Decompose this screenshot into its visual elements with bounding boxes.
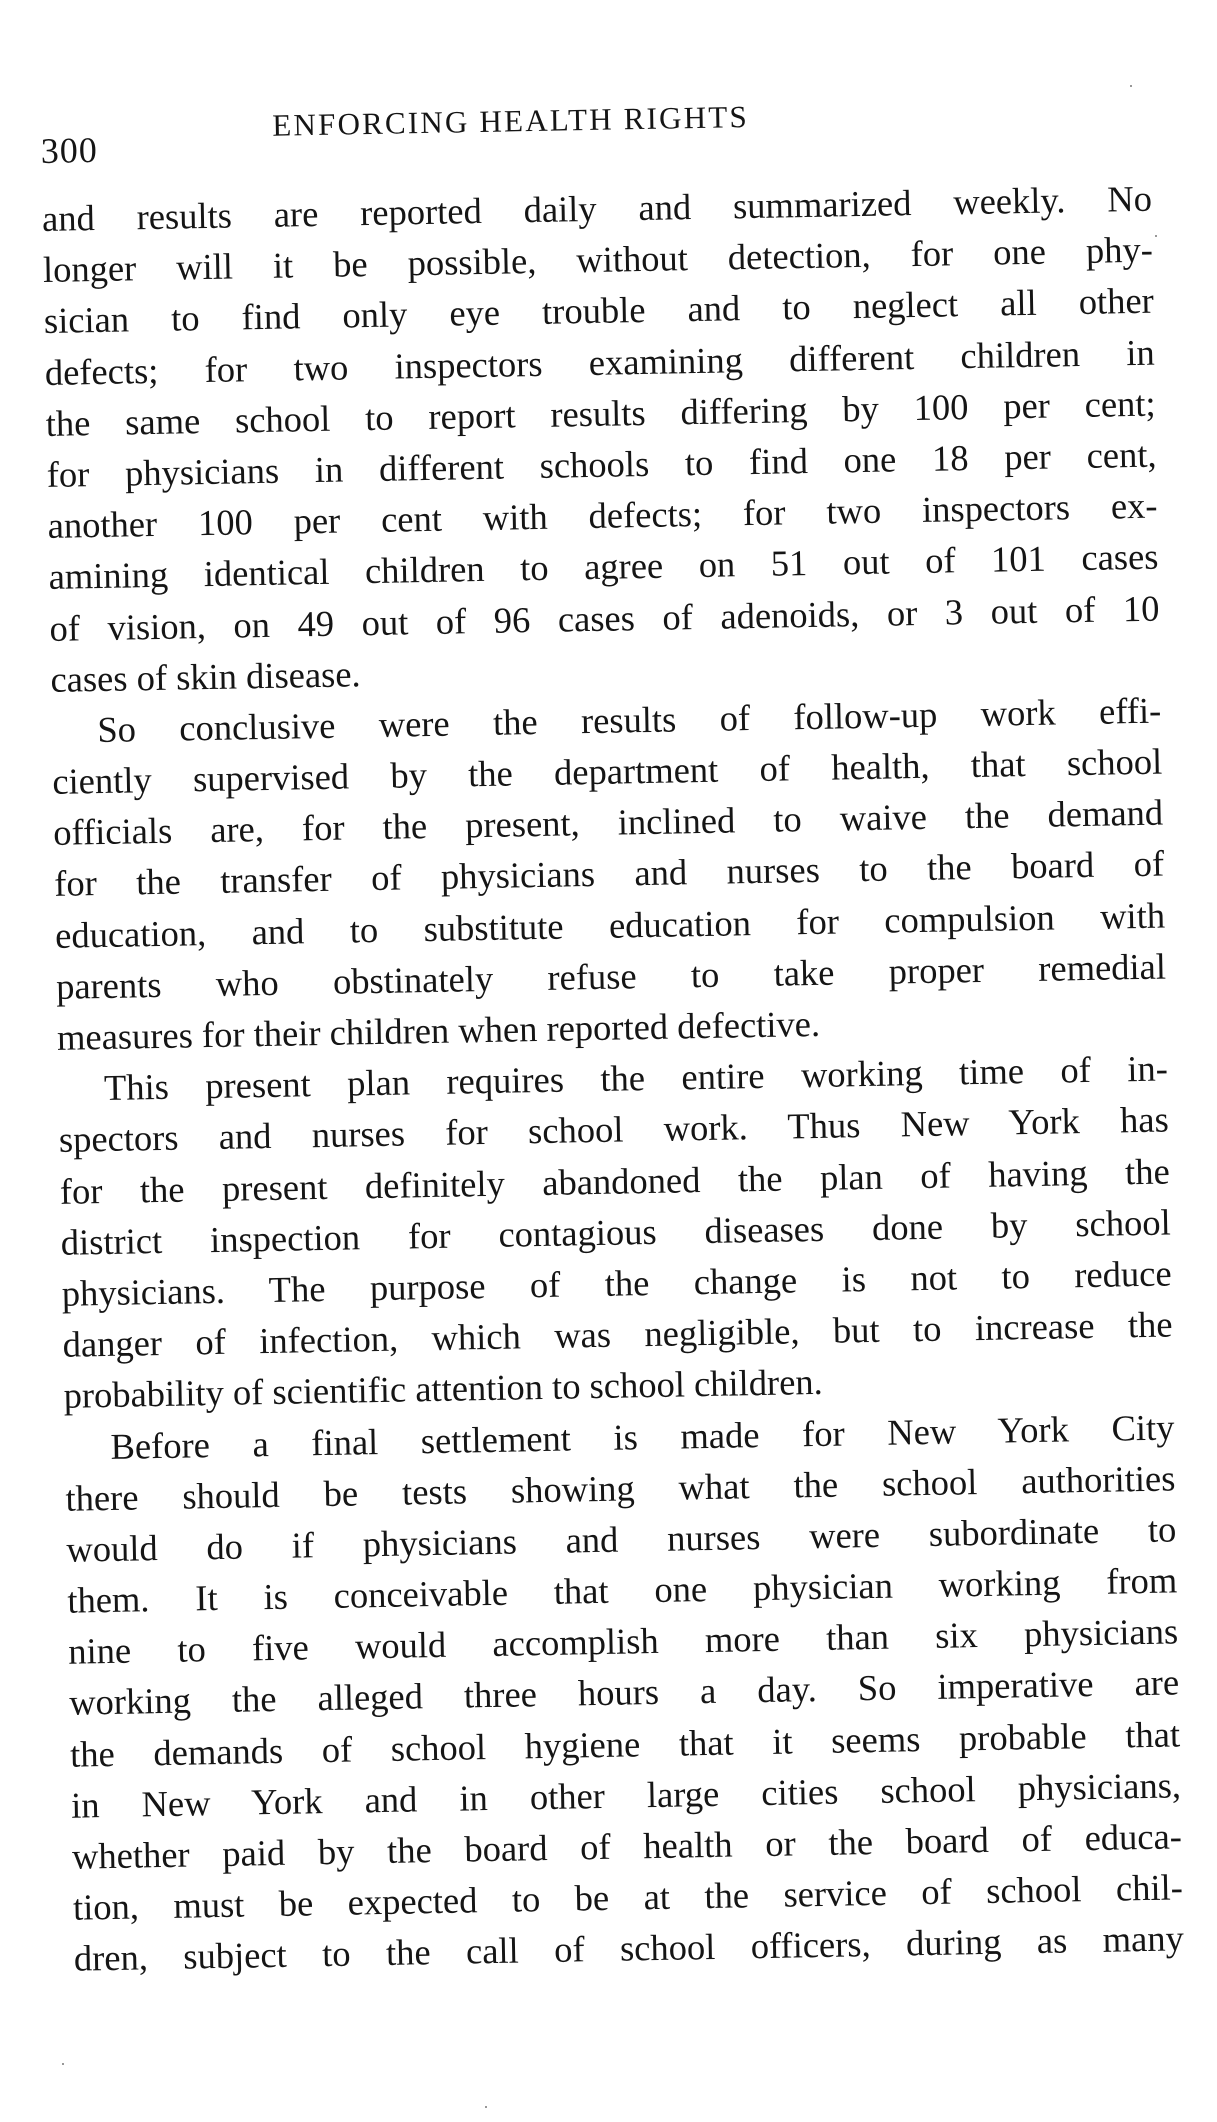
scan-speck xyxy=(1155,235,1157,237)
scan-speck xyxy=(62,2063,64,2065)
text-line: district inspection for contagious diseases done by school xyxy=(60,1201,1171,1263)
paragraph xyxy=(64,1401,1184,1984)
text-line: Before a final settlement is made for New York City xyxy=(110,1405,1175,1467)
scan-speck xyxy=(1130,85,1132,87)
text-line: danger of infection, which was negligible, but to increase the xyxy=(62,1303,1173,1365)
text-line: working the alleged three hours a day. So imperative are xyxy=(68,1661,1180,1724)
text-line: whether paid by the board of health or the board of educa- xyxy=(71,1815,1183,1877)
text-line: the same school to report results differing by 100 per cent; xyxy=(45,382,1156,444)
text-line: measures for their children when reported defective. xyxy=(56,1002,821,1058)
text-line: sician to find only eye trouble and to neglect all other xyxy=(43,280,1155,342)
body-text xyxy=(42,173,1185,1985)
text-line: dren, subject to the call of school officers, during as many xyxy=(73,1917,1185,1980)
text-line: for the present definitely abandoned the plan of having the xyxy=(59,1150,1171,1212)
text-line: there should be tests showing what the school authorities xyxy=(65,1457,1176,1519)
book-page xyxy=(40,88,1184,1985)
paragraph xyxy=(58,1043,1174,1422)
text-line: ciently supervised by the department of health, that school xyxy=(51,740,1163,802)
text-line: spectors and nurses for school work. Thus New York has xyxy=(58,1098,1170,1161)
text-line: nine to five would accomplish more than six physicians xyxy=(67,1610,1179,1672)
text-line: amining identical children to agree on 51 out of 101 cases xyxy=(48,535,1159,598)
paragraph xyxy=(42,173,1161,705)
text-line: defects; for two inspectors examining different children in xyxy=(44,331,1156,393)
text-line: So conclusive were the results of follow-up work effi- xyxy=(97,689,1162,750)
text-line: parents who obstinately refuse to take proper remedial xyxy=(55,945,1167,1007)
text-line: This present plan requires the entire working time of in- xyxy=(103,1047,1169,1109)
text-line: in New York and in other large cities school physicians, xyxy=(70,1764,1182,1826)
paragraph xyxy=(51,684,1167,1063)
running-head: ENFORCING HEALTH RIGHTS xyxy=(272,99,750,143)
text-line: cases of skin disease. xyxy=(50,652,361,700)
text-line: longer will it be possible, without detection, for one phy- xyxy=(42,228,1154,291)
text-line: would do if physicians and nurses were subordinate to xyxy=(66,1508,1177,1570)
text-line: and results are reported daily and summarized weekly. No xyxy=(41,177,1153,239)
scan-speck xyxy=(485,2106,487,2108)
text-line: them. It is conceivable that one physician working from xyxy=(66,1559,1178,1621)
text-line: probability of scientific attention to school children. xyxy=(63,1361,824,1417)
text-line: of vision, on 49 out of 96 cases of adenoids, or 3 out of 10 xyxy=(49,587,1160,649)
text-line: physicians. The purpose of the change is not to reduce xyxy=(61,1252,1172,1314)
page-number: 300 xyxy=(40,129,99,171)
text-line: education, and to substitute education for compulsion with xyxy=(54,894,1166,956)
text-line: for the transfer of physicians and nurses to the board of xyxy=(53,842,1165,905)
text-line: tion, must be expected to be at the service of school chil- xyxy=(72,1866,1184,1928)
text-line: for physicians in different schools to find one 18 per cent, xyxy=(46,433,1157,495)
text-line: another 100 per cent with defects; for two inspectors ex- xyxy=(47,484,1158,547)
text-line: officials are, for the present, inclined to waive the demand xyxy=(52,791,1164,854)
text-line: the demands of school hygiene that it seems probable that xyxy=(69,1713,1181,1775)
